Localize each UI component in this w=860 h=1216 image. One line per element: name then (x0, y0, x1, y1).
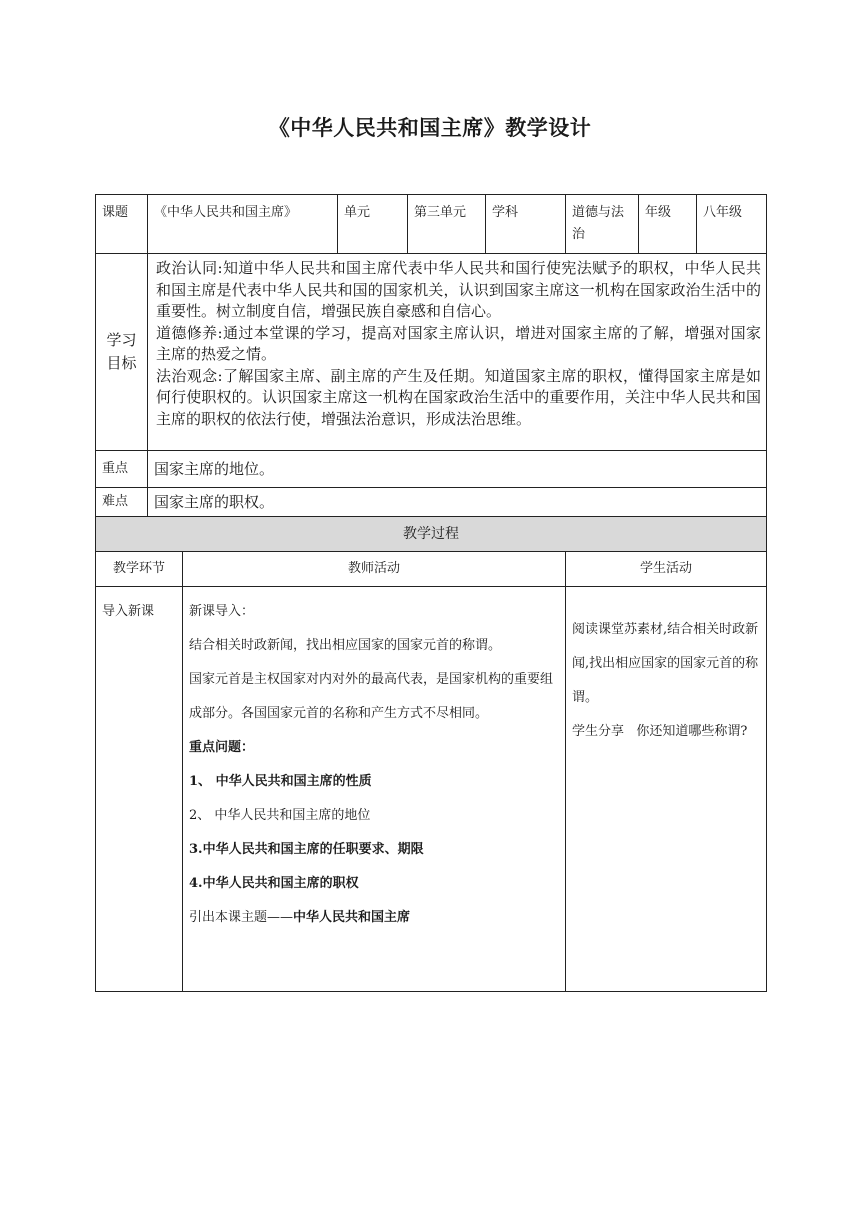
question-4: 4.中华人民共和国主席的职权 (189, 876, 359, 891)
subject-label: 学科 (486, 195, 566, 254)
goal-legal: 法治观念:了解国家主席、副主席的产生及任期。知道国家主席的职权，懂得国家主席是如何行使职权的。认识国家主席这一机构在国家政治生活中的重要作用，关注中华人民共和国主席的职权的依法行使，增强法治意识，形成法治思维。 (156, 366, 762, 428)
stage-cell (96, 587, 183, 992)
lead-line (189, 901, 559, 935)
process-row-intro (96, 587, 767, 992)
course-value: 《中华人民共和国主席》 (148, 195, 338, 254)
lesson-plan-table (95, 194, 766, 992)
question-1: 1、 中华人民共和国主席的性质 (189, 774, 372, 789)
goals-body (148, 254, 767, 451)
student-activity-cell (566, 587, 767, 992)
process-band (96, 517, 767, 552)
info-row (96, 195, 767, 254)
document-title: 《中华人民共和国主席》教学设计 (268, 116, 592, 140)
col-teacher-header: 教师活动 (183, 552, 566, 587)
difficulty-label: 难点 (96, 488, 148, 517)
process-band-title: 教学过程 (96, 517, 767, 552)
grade-value: 八年级 (697, 195, 767, 254)
question-3: 3.中华人民共和国主席的任职要求、期限 (189, 842, 424, 857)
student-share: 学生分享 你还知道哪些称谓? (572, 724, 748, 739)
goals-label: 学习目标 (96, 254, 148, 451)
subject-value: 道德与法治 (566, 195, 639, 254)
col-student-header: 学生活动 (566, 552, 767, 587)
focus-value: 国家主席的地位。 (148, 451, 767, 488)
lead-prefix: 引出本课主题—— (189, 910, 294, 925)
lead-topic: 中华人民共和国主席 (293, 910, 411, 925)
unit-label: 单元 (338, 195, 408, 254)
stage-label: 导入新课 (102, 604, 155, 619)
difficulty-row (96, 488, 767, 517)
teacher-intro: 新课导入： (189, 604, 255, 619)
teacher-task: 结合相关时政新闻，找出相应国家的国家元首的称谓。 (189, 638, 502, 653)
unit-value: 第三单元 (408, 195, 486, 254)
goals-row (96, 254, 767, 451)
grade-label: 年级 (639, 195, 697, 254)
focus-label: 重点 (96, 451, 148, 488)
goal-political: 政治认同:知道中华人民共和国主席代表中华人民共和国行使宪法赋予的职权，中华人民共和国主席是代表中华人民共和国的国家机关，认识到国家主席这一机构在国家政治生活中的重要性。树立制度自信，增强民族自豪感和自信心。 (156, 259, 762, 320)
process-header-row (96, 552, 767, 587)
teacher-explain: 国家元首是主权国家对内对外的最高代表，是国家机构的重要组成部分。各国国家元首的名称和产生方式不尽相同。 (189, 672, 554, 721)
key-questions-label: 重点问题： (189, 740, 255, 755)
teacher-activity-cell (183, 587, 566, 992)
question-2: 2、 中华人民共和国主席的地位 (189, 808, 371, 823)
difficulty-value: 国家主席的职权。 (148, 488, 767, 517)
goal-moral: 道德修养:通过本堂课的学习，提高对国家主席认识，增进对国家主席的了解，增强对国家主席的热爱之情。 (156, 323, 762, 363)
course-label: 课题 (96, 195, 148, 254)
col-stage-header: 教学环节 (96, 552, 183, 587)
focus-row (96, 451, 767, 488)
student-read: 阅读课堂苏素材,结合相关时政新闻,找出相应国家的国家元首的称谓。 (572, 622, 759, 705)
